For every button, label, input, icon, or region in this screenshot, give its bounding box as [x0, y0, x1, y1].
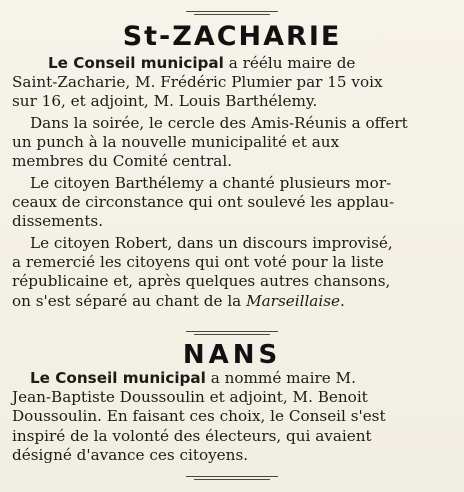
- text-line: membres du Comité central.: [12, 152, 233, 171]
- text-line: Jean-Baptiste Doussoulin et adjoint, M. Benoit: [12, 388, 368, 407]
- article-title-st-zacharie: St-ZACHARIE: [122, 21, 342, 52]
- text-line: ceaux de circonstance qui ont soulevé les applau-: [12, 193, 395, 212]
- top-rule-inner: [194, 14, 270, 15]
- text-line: Le citoyen Barthélemy a chanté plusieurs mor-: [30, 174, 392, 192]
- marseillaise-italic: Marseillaise: [246, 291, 340, 310]
- text-line: a réélu maire de: [223, 54, 356, 72]
- text-line: un punch à la nouvelle municipalité et aux: [12, 133, 340, 152]
- end-rule-inner: [194, 479, 270, 480]
- text-line: Le citoyen Robert, dans un discours improvisé,: [30, 234, 393, 252]
- text-line: désigné d'avance ces citoyens.: [12, 445, 249, 464]
- text-line: dissements.: [12, 212, 104, 231]
- text-line: Saint-Zacharie, M. Frédéric Plumier par 15 voix: [12, 73, 383, 92]
- paragraph-soiree: [12, 114, 456, 172]
- end-rule: [186, 476, 278, 477]
- text-line: on s'est séparé au chant de la: [12, 291, 247, 310]
- text-line: républicaine et, après quelques autres chansons,: [12, 272, 391, 291]
- text-line: Dans la soirée, le cercle des Amis-Réunis a offert: [30, 114, 408, 132]
- lead-phrase: Le Conseil municipal: [48, 54, 224, 72]
- text-line: a nommé maire M.: [205, 369, 356, 387]
- middle-rule-inner: [194, 334, 270, 335]
- text-line: inspiré de la volonté des électeurs, qui avaient: [12, 426, 372, 445]
- paragraph-conseil-nans: [12, 369, 456, 465]
- text-line: sur 16, et adjoint, M. Louis Barthélemy.: [12, 92, 318, 111]
- article-title-nans: NANS: [182, 340, 282, 370]
- text-line: a remercié les citoyens qui ont voté pour la liste: [12, 253, 384, 272]
- paragraph-robert: [12, 234, 456, 311]
- middle-rule: [186, 331, 278, 332]
- paragraph-conseil-zacharie: [12, 54, 456, 112]
- text-line: Doussoulin. En faisant ces choix, le Conseil s'est: [12, 407, 386, 426]
- text-line: .: [340, 291, 345, 310]
- top-rule: [186, 11, 278, 12]
- paragraph-barthelemy: [12, 174, 456, 232]
- lead-phrase: Le Conseil municipal: [30, 369, 206, 387]
